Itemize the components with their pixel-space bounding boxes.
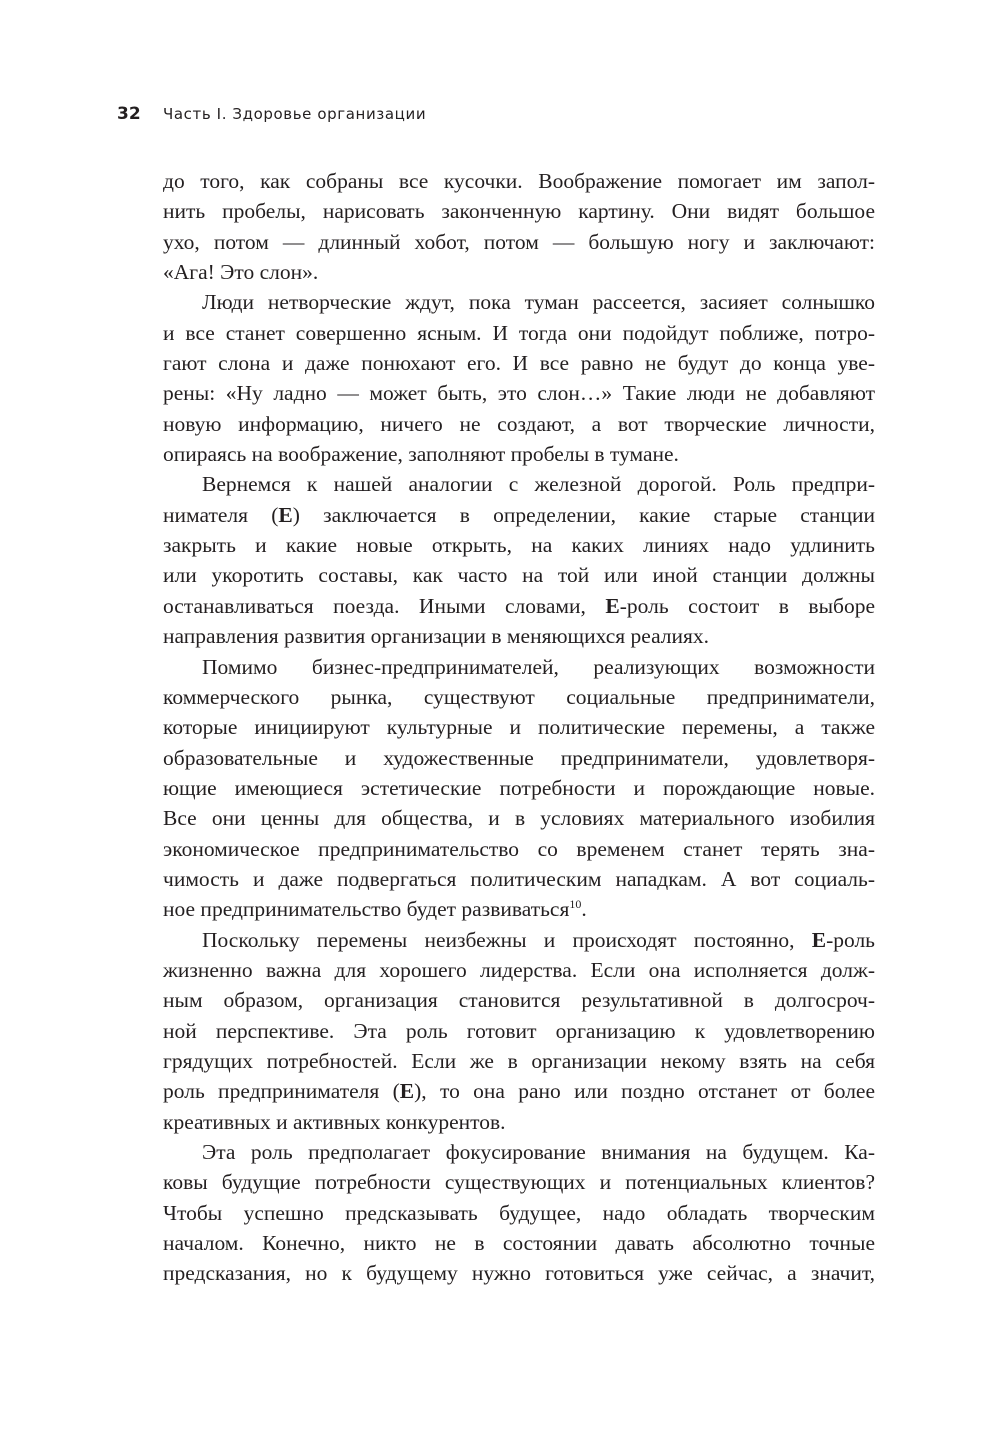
text-segment: которые инициируют культурные и политические перемены, а также — [163, 715, 875, 740]
text-line — [163, 166, 875, 196]
text-segment: Люди нетворческие ждут, пока туман рассеется, засияет солнышко — [202, 290, 875, 315]
text-segment: до того, как собраны все кусочки. Воображение помогает им запол- — [163, 169, 875, 193]
text-segment: предсказания, но к будущему нужно готовиться уже сейчас, а значит, — [163, 1261, 875, 1286]
text-segment: ковы будущие потребности существующих и потенциальных клиентов? — [163, 1170, 875, 1195]
text-segment: грядущих потребностей. Если же в организации некому взять на себя — [163, 1048, 875, 1073]
text-line — [163, 834, 875, 864]
text-segment: Эта роль предполагает фокусирование внимания на будущем. Ка- — [202, 1140, 875, 1164]
footnote-ref: 10 — [569, 897, 582, 912]
text-segment: закрыть и какие новые открыть, на каких линиях надо удлинить — [163, 533, 875, 558]
bold-role-letter: E — [278, 502, 293, 527]
text-segment: гают слона и даже понюхают его. И все равно не будут до конца уве- — [163, 351, 875, 376]
text-segment: нить пробелы, нарисовать законченную картину. Они видят большое — [163, 199, 875, 224]
body-text — [163, 166, 875, 1289]
text-line — [163, 196, 875, 226]
text-segment: Вернемся к нашей аналогии с железной дорогой. Роль предпри- — [202, 472, 875, 497]
paragraph — [163, 652, 875, 925]
text-line — [163, 227, 875, 257]
text-line — [163, 439, 875, 469]
text-segment: ное предпринимательство будет развиваться — [163, 897, 570, 922]
text-segment: креативных и активных конкурентов. — [163, 1109, 506, 1134]
text-segment: -роль состоит в выборе — [619, 593, 876, 618]
text-segment: рены: «Ну ладно — может быть, это слон…» Такие люди не добавляют — [163, 381, 875, 406]
bold-role-letter: E — [399, 1079, 415, 1104]
text-segment: ухо, потом — длинный хобот, потом — большую ногу и заключают: — [163, 229, 875, 254]
text-segment: чимость и даже подвергаться политическим нападкам. А вот социаль- — [163, 866, 875, 891]
text-line — [163, 894, 875, 924]
text-line — [163, 469, 875, 499]
text-line — [163, 743, 875, 773]
text-segment: или укоротить составы, как часто на той или иной станции должны — [163, 563, 875, 588]
text-segment: опираясь на воображение, заполняют пробелы в тумане. — [163, 442, 679, 467]
text-line — [163, 985, 875, 1015]
bold-role-letter: E — [605, 593, 620, 618]
text-line — [163, 1198, 875, 1228]
paragraph — [163, 925, 875, 1137]
text-segment: ной перспективе. Эта роль готовит организацию к удовлетворению — [163, 1018, 875, 1043]
text-line — [163, 1167, 875, 1197]
text-line — [163, 955, 875, 985]
text-segment: роль предпринимателя ( — [163, 1079, 400, 1104]
text-segment: ), то она рано или поздно отстанет от более — [414, 1079, 876, 1104]
text-line — [163, 621, 875, 651]
text-line — [163, 257, 875, 287]
text-segment: началом. Конечно, никто не в состоянии давать абсолютно точные — [163, 1231, 875, 1256]
text-segment: нимателя ( — [163, 502, 279, 527]
text-segment: . — [581, 897, 587, 922]
text-segment: -роль — [826, 927, 875, 952]
text-segment: новую информацию, ничего не создают, а вот творческие личности, — [163, 411, 875, 436]
paragraph — [163, 469, 875, 651]
text-segment: ным образом, организация становится результативной в долгосроч- — [163, 988, 875, 1013]
text-line — [163, 1228, 875, 1258]
text-segment: ющие имеющиеся эстетические потребности и порождающие новые. — [163, 775, 875, 800]
text-line — [163, 864, 875, 894]
text-line — [163, 652, 875, 682]
text-line — [163, 1258, 875, 1288]
text-line — [163, 378, 875, 408]
text-line — [163, 1016, 875, 1046]
text-line — [163, 560, 875, 590]
text-segment: Помимо бизнес-предпринимателей, реализующих возможности — [202, 654, 875, 679]
text-line — [163, 803, 875, 833]
text-segment: коммерческого рынка, существуют социальные предприниматели, — [163, 684, 875, 709]
text-segment: направления развития организации в меняющихся реалиях. — [163, 624, 710, 649]
text-segment: ) заключается в определении, какие старые станции — [292, 502, 875, 527]
text-segment: экономическое предпринимательство со временем станет терять зна- — [163, 836, 875, 861]
text-line — [163, 591, 875, 621]
page-number: 32 — [117, 104, 141, 124]
running-title: Часть I. Здоровье организации — [163, 105, 427, 123]
text-line — [163, 712, 875, 742]
text-line — [163, 530, 875, 560]
text-segment: «Ага! Это слон». — [163, 260, 319, 285]
text-line — [163, 925, 875, 955]
text-segment: Поскольку перемены неизбежны и происходят постоянно, — [202, 927, 812, 952]
text-line — [163, 1107, 875, 1137]
text-line — [163, 348, 875, 378]
text-segment: останавливаться поезда. Иными словами, — [163, 593, 606, 618]
text-line — [163, 682, 875, 712]
text-line — [163, 500, 875, 530]
text-line — [163, 287, 875, 317]
text-line — [163, 318, 875, 348]
text-segment: Чтобы успешно предсказывать будущее, надо обладать творческим — [163, 1200, 875, 1225]
paragraph — [163, 166, 875, 287]
text-line — [163, 1076, 875, 1106]
text-line — [163, 1046, 875, 1076]
text-segment: и все станет совершенно ясным. И тогда они подойдут поближе, потро- — [163, 320, 875, 345]
text-segment: жизненно важна для хорошего лидерства. Если она исполняется долж- — [163, 957, 875, 982]
text-line — [163, 1137, 875, 1167]
text-line — [163, 773, 875, 803]
text-line — [163, 409, 875, 439]
text-segment: Все они ценны для общества, и в условиях материального изобилия — [163, 806, 875, 831]
paragraph — [163, 1137, 875, 1289]
text-segment: образовательные и художественные предприниматели, удовлетворя- — [163, 745, 875, 770]
paragraph — [163, 287, 875, 469]
bold-role-letter: E — [811, 927, 827, 952]
